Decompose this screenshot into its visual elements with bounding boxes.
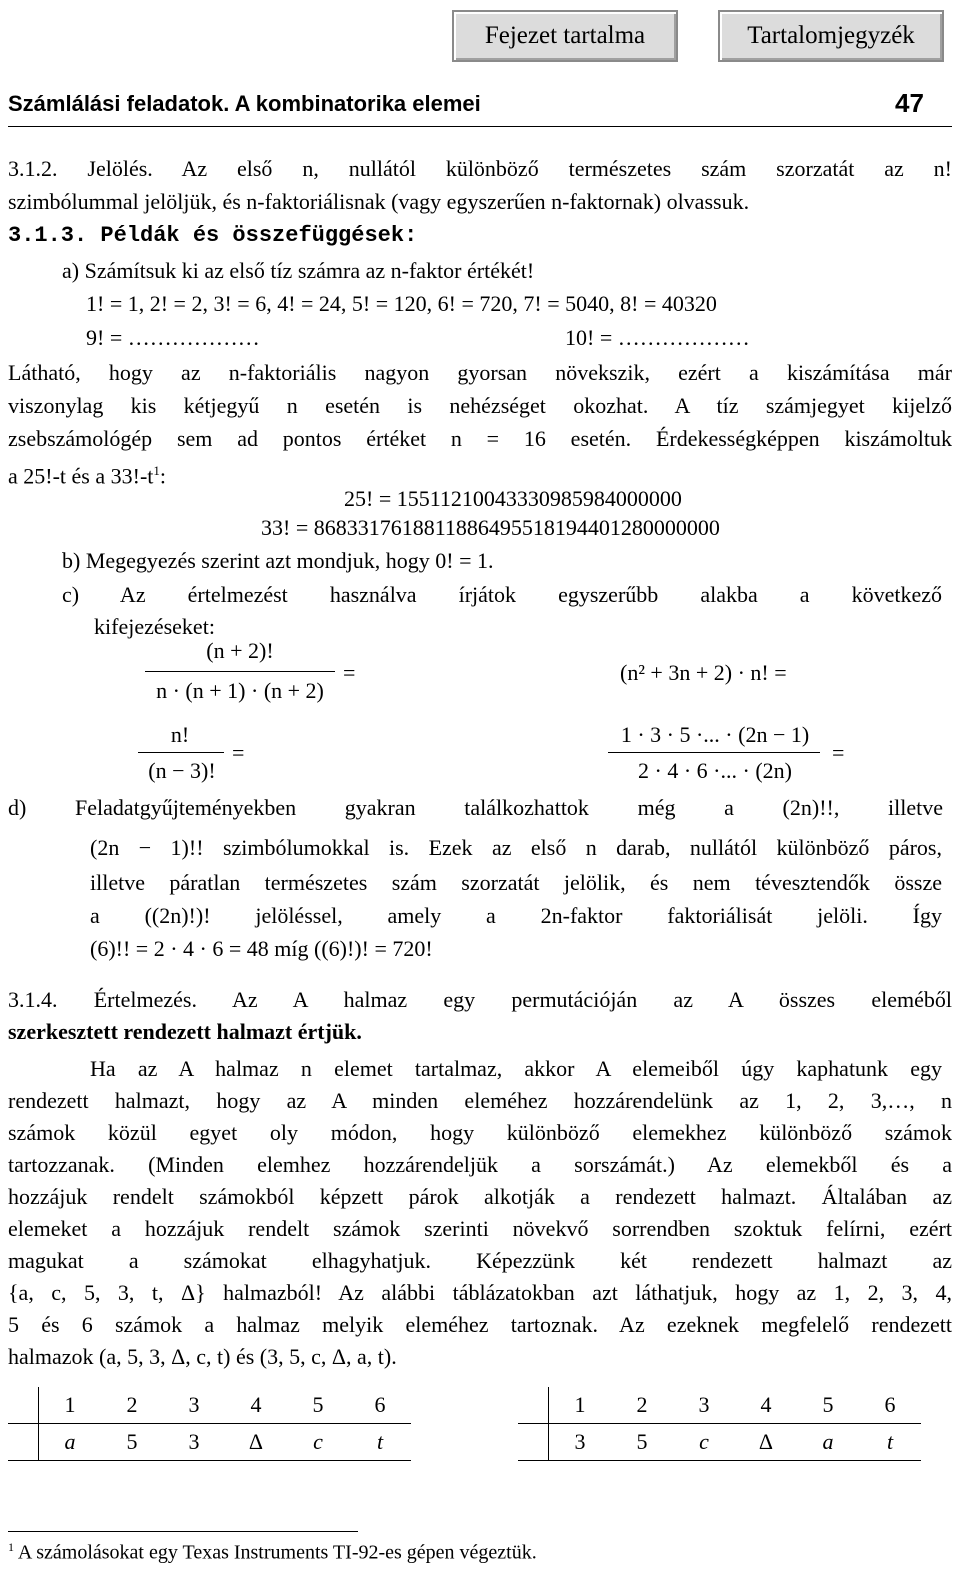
footnote-mark: 1	[8, 1540, 14, 1554]
table-cell: t	[349, 1424, 411, 1461]
table-cell: c	[287, 1424, 349, 1461]
table-cell: 4	[735, 1387, 797, 1424]
paragraph-line-2: rendezett halmazt, hogy az A minden eleméhez hozzárendelünk az 1, 2, 3,…, n	[8, 1088, 952, 1113]
factorial-25-value: 25! = 15511210043330985984000000	[344, 486, 682, 511]
table-cell: Δ	[735, 1424, 797, 1461]
permutation-table-1	[8, 1387, 411, 1461]
paragraph-line-8: {a, c, 5, 3, t, Δ} halmazból! Az alábbi táblázatokban azt láthatjuk, hogy az 1, 2, 3, 4,	[8, 1280, 952, 1305]
table-cell: 3	[549, 1424, 612, 1461]
table-cell: Δ	[225, 1424, 287, 1461]
expr4-numerator: 1 · 3 · 5 ·... · (2n − 1)	[620, 722, 810, 747]
expr3-numerator: n!	[170, 722, 190, 747]
table-row	[518, 1387, 921, 1424]
line-4-end: :	[159, 463, 167, 489]
table-cell: 1	[549, 1387, 612, 1424]
expr1-denominator: n · (n + 1) · (n + 2)	[156, 678, 324, 703]
example-d-line-2: (2n − 1)!! szimbólumokkal is. Ezek az első n darab, nullától különböző páros,	[90, 835, 942, 860]
footnote-reference[interactable]: 1	[153, 463, 160, 478]
table-cell: 3	[673, 1387, 735, 1424]
expr2: (n² + 3n + 2) · n! =	[620, 660, 787, 685]
table-of-contents-button[interactable]: Tartalomjegyzék	[718, 10, 944, 62]
paragraph-line-4: tartozzanak. (Minden elemhez hozzárendeljük a sorszámát.) Az elemekből és a	[8, 1152, 952, 1177]
definition-permutation-line-2: szerkesztett rendezett halmazt értjük.	[8, 1019, 362, 1044]
expr3-bar	[138, 752, 224, 753]
table-cell: 5	[797, 1387, 859, 1424]
chapter-contents-button[interactable]: Fejezet tartalma	[452, 10, 678, 62]
example-c-text: c) Az értelmezést használva írjátok egyszerűbb alakba a következő	[62, 582, 942, 607]
table-cell: 5	[287, 1387, 349, 1424]
expr4-equals: =	[832, 740, 845, 765]
table-cell: 1	[39, 1387, 102, 1424]
paragraph-line-9: 5 és 6 számok a halmaz melyik eleméhez tartoznak. Az ezeknek megfelelő rendezett	[8, 1312, 952, 1337]
page-number: 47	[895, 88, 924, 118]
definition-notation-line-1: 3.1.2. Jelölés. Az első n, nullától különböző természetes szám szorzatát az n!	[8, 156, 952, 181]
paragraph-line-3: számok közül egyet oly módon, hogy különböző elemekhez különböző számok	[8, 1120, 952, 1145]
expr1-numerator: (n + 2)!	[206, 638, 274, 663]
table-cell: 6	[859, 1387, 921, 1424]
table-cell	[518, 1387, 549, 1424]
table-cell	[8, 1424, 39, 1461]
example-b-text: b) Megegyezés szerint azt mondjuk, hogy 0! = 1.	[62, 548, 494, 573]
table-cell: 2	[611, 1387, 673, 1424]
example-d-line-3: illetve páratlan természetes szám szorzatát jelölik, és nem tévesztendők össze	[90, 870, 942, 895]
table-cell	[8, 1387, 39, 1424]
table-row	[8, 1387, 411, 1424]
paragraph-line-10: halmazok (a, 5, 3, Δ, c, t) és (3, 5, c, Δ, a, t).	[8, 1344, 397, 1369]
table-cell: 6	[349, 1387, 411, 1424]
table-cell: 3	[163, 1387, 225, 1424]
table-cell: 3	[163, 1424, 225, 1461]
paragraph-line-6: elemeket a hozzájuk rendelt számok szerinti növekvő sorrendben szoktuk felírni, ezért	[8, 1216, 952, 1241]
example-a-text: a) Számítsuk ki az első tíz számra az n-faktor értékét!	[62, 258, 535, 283]
expr4-bar	[608, 752, 820, 753]
footnote	[8, 1540, 537, 1565]
table-cell: 2	[101, 1387, 163, 1424]
footnote-text: A számolásokat egy Texas Instruments TI-92-es gépen végeztük.	[17, 1541, 537, 1564]
paragraph-line-5: hozzájuk rendelt számokból képzett párok alkotják a rendezett halmazt. Általában az	[8, 1184, 952, 1209]
definition-permutation-line-1: 3.1.4. Értelmezés. Az A halmaz egy permutációján az A összes eleméből	[8, 987, 952, 1012]
factorial-33-value: 33! = 8683317618811886495518194401280000000	[261, 515, 720, 540]
example-d-line-4: a ((2n)!)! jelöléssel, amely a 2n-faktor faktoriálisát jelöli. Így	[90, 903, 942, 928]
expr3-denominator: (n − 3)!	[148, 758, 216, 783]
definition-notation-line-2: szimbólummal jelöljük, és n-faktoriálisnak (vagy egyszerűen n-faktornak) olvassuk.	[8, 189, 750, 214]
nine-factorial-blank: 9! = ………………	[86, 325, 260, 350]
ten-factorial-blank: 10! = ………………	[565, 325, 750, 350]
page-header-title: Számlálási feladatok. A kombinatorika elemei	[8, 91, 481, 116]
table-cell: 4	[225, 1387, 287, 1424]
examples-heading: 3.1.3. Példák és összefüggések:	[8, 223, 418, 248]
factorial-values-line: 1! = 1, 2! = 2, 3! = 6, 4! = 24, 5! = 120, 6! = 720, 7! = 5040, 8! = 40320	[86, 291, 717, 316]
table-cell: 5	[101, 1424, 163, 1461]
table-cell: 5	[611, 1424, 673, 1461]
paragraph-line-1: Ha az A halmaz n elemet tartalmaz, akkor A elemeiből úgy kaphatunk egy	[90, 1056, 942, 1081]
expr4-denominator: 2 · 4 · 6 ·... · (2n)	[638, 758, 792, 783]
table-cell: a	[39, 1424, 102, 1461]
table-cell: t	[859, 1424, 921, 1461]
expr3-equals: =	[232, 740, 245, 765]
paragraph-growth-line-1: Látható, hogy az n-faktoriális nagyon gyorsan növekszik, ezért a kiszámítása már	[8, 360, 952, 385]
paragraph-line-7: magukat a számokat elhagyhatjuk. Képezzünk két rendezett halmazt az	[8, 1248, 952, 1273]
example-d-line-1: d) Feladatgyűjteményekben gyakran találkozhattok még a (2n)!!, illetve	[8, 795, 943, 820]
expr1-equals: =	[343, 660, 356, 685]
permutation-table-2	[518, 1387, 921, 1461]
header-rule	[8, 126, 952, 127]
paragraph-growth-line-3: zsebszámológép sem ad pontos értéket n = 16 esetén. Érdekességképpen kiszámoltuk	[8, 426, 952, 451]
table-cell: a	[797, 1424, 859, 1461]
expr1-bar	[145, 671, 335, 672]
footnote-rule	[8, 1531, 358, 1532]
line-4-text: a 25!-t és a 33!-t	[8, 463, 154, 489]
table-row	[518, 1424, 921, 1461]
table-cell	[518, 1424, 549, 1461]
paragraph-growth-line-2: viszonylag kis kétjegyű n esetén is nehézséget okozhat. A tíz számjegyet kijelző	[8, 393, 952, 418]
table-row	[8, 1424, 411, 1461]
example-c-text-2: kifejezéseket:	[94, 614, 215, 639]
example-d-line-5: (6)!! = 2 · 4 · 6 = 48 míg ((6)!)! = 720!	[90, 936, 433, 961]
table-cell: c	[673, 1424, 735, 1461]
